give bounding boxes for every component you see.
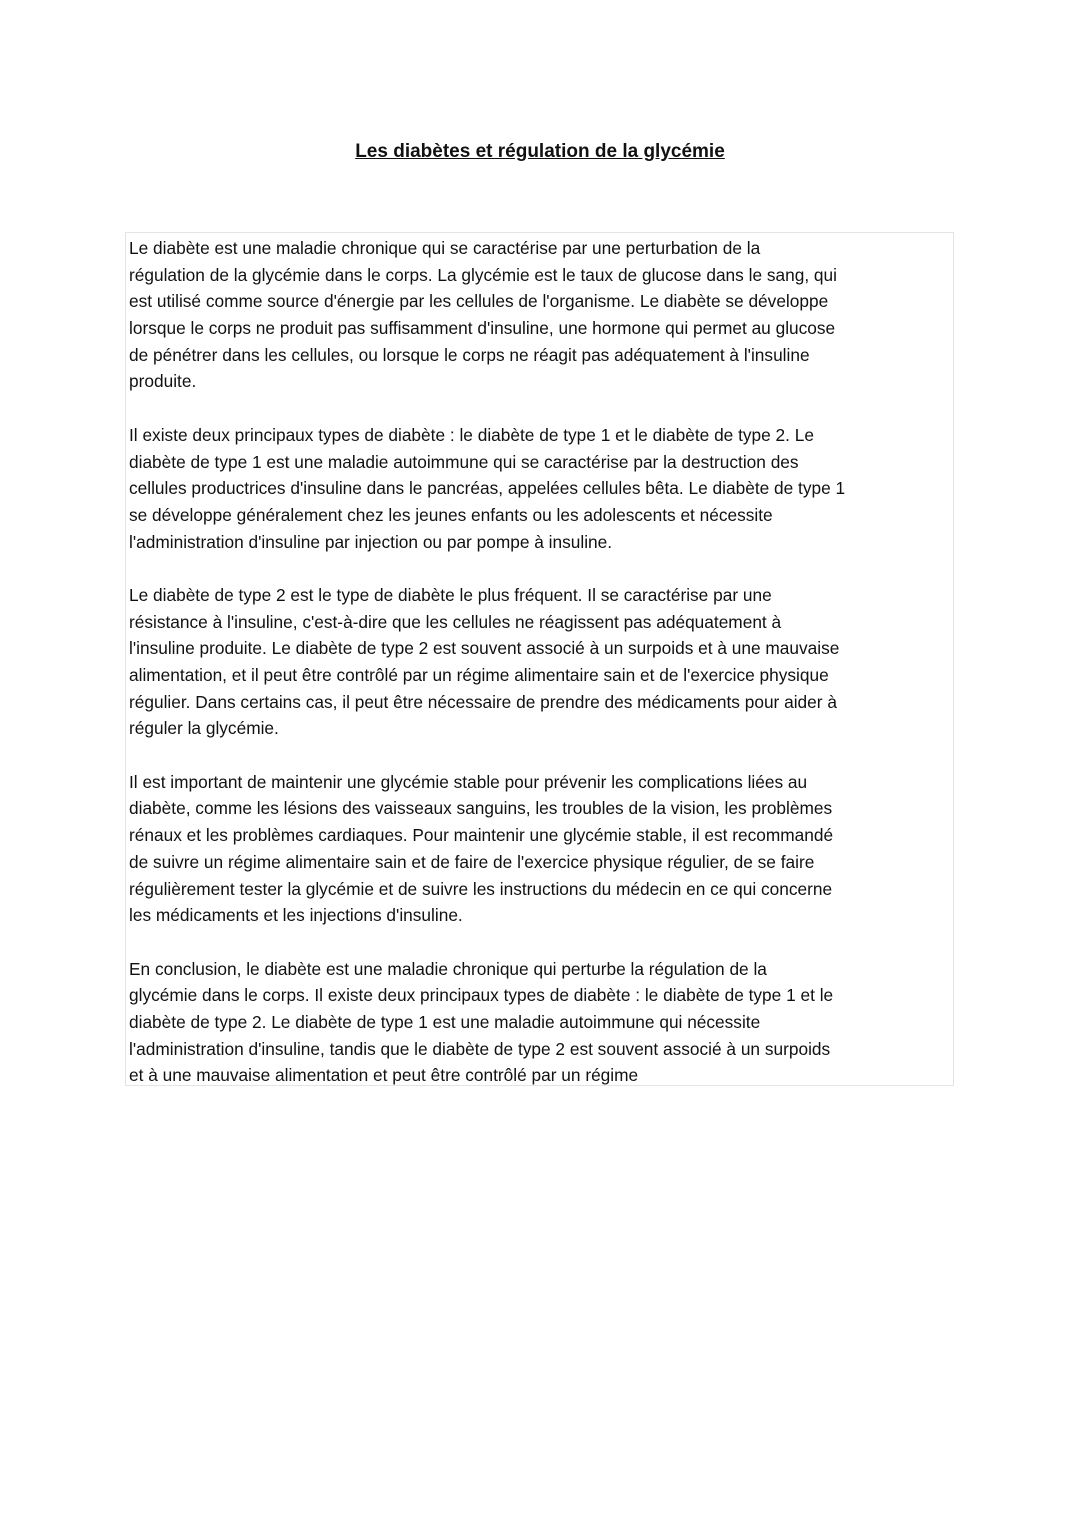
text-line: En conclusion, le diabète est une maladie chronique qui perturbe la régulation de la (129, 958, 767, 979)
text-line: est utilisé comme source d'énergie par les cellules de l'organisme. Le diabète se développe (129, 291, 829, 312)
text-line: régulation de la glycémie dans le corps. La glycémie est le taux de glucose dans le sang, qui (129, 264, 837, 285)
text-line: de pénétrer dans les cellules, ou lorsque le corps ne réagit pas adéquatement à l'insuline (129, 344, 810, 365)
text-line: régulier. Dans certains cas, il peut être nécessaire de prendre des médicaments pour aider à (129, 691, 837, 712)
text-line: de suivre un régime alimentaire sain et de faire de l'exercice physique régulier, de se faire (129, 851, 815, 872)
text-line: l'administration d'insuline, tandis que le diabète de type 2 est souvent associé à un surpoids (129, 1038, 831, 1059)
text-line: Il est important de maintenir une glycémie stable pour prévenir les complications liées au (129, 771, 808, 792)
text-line: rénaux et les problèmes cardiaques. Pour maintenir une glycémie stable, il est recommandé (129, 825, 834, 846)
text-line: et à une mauvaise alimentation et peut être contrôlé par un régime (129, 1065, 639, 1086)
text-line: les médicaments et les injections d'insuline. (129, 905, 463, 926)
text-line: glycémie dans le corps. Il existe deux principaux types de diabète : le diabète de type 1 et le (129, 985, 834, 1006)
text-line: Le diabète est une maladie chronique qui se caractérise par une perturbation de la (129, 238, 761, 258)
text-line: réguler la glycémie. (129, 718, 279, 739)
text-line: produite. (129, 371, 197, 392)
text-box (125, 232, 954, 1086)
paragraph (129, 956, 953, 1089)
text-line: se développe généralement chez les jeunes enfants ou les adolescents et nécessite (129, 504, 773, 525)
text-line: diabète, comme les lésions des vaisseaux sanguins, les troubles de la vision, les problèmes (129, 798, 833, 819)
document-title: Les diabètes et régulation de la glycémie (355, 140, 725, 162)
text-line: cellules productrices d'insuline dans le pancréas, appelées cellules bêta. Le diabète de type 1 (129, 478, 846, 499)
paragraph (129, 769, 953, 929)
paragraph (129, 422, 953, 555)
text-line: diabète de type 2. Le diabète de type 1 est une maladie autoimmune qui nécessite (129, 1011, 761, 1032)
text-line: résistance à l'insuline, c'est-à-dire que les cellules ne réagissent pas adéquatement à (129, 611, 782, 632)
text-line: diabète de type 1 est une maladie autoimmune qui se caractérise par la destruction des (129, 451, 799, 472)
text-line: alimentation, et il peut être contrôlé par un régime alimentaire sain et de l'exercice physique (129, 665, 829, 685)
paragraph (129, 235, 953, 395)
text-line: Il existe deux principaux types de diabète : le diabète de type 1 et le diabète de type 2. Le (129, 424, 814, 445)
text-line: lorsque le corps ne produit pas suffisamment d'insuline, une hormone qui permet au glucose (129, 318, 836, 339)
text-line: régulièrement tester la glycémie et de suivre les instructions du médecin en ce qui concerne (129, 878, 833, 899)
text-line: l'administration d'insuline par injection ou par pompe à insuline. (129, 531, 613, 552)
text-line: l'insuline produite. Le diabète de type 2 est souvent associé à un surpoids et à une mauvaise (129, 638, 840, 659)
text-line: Le diabète de type 2 est le type de diabète le plus fréquent. Il se caractérise par une (129, 584, 772, 605)
paragraph (129, 582, 953, 742)
